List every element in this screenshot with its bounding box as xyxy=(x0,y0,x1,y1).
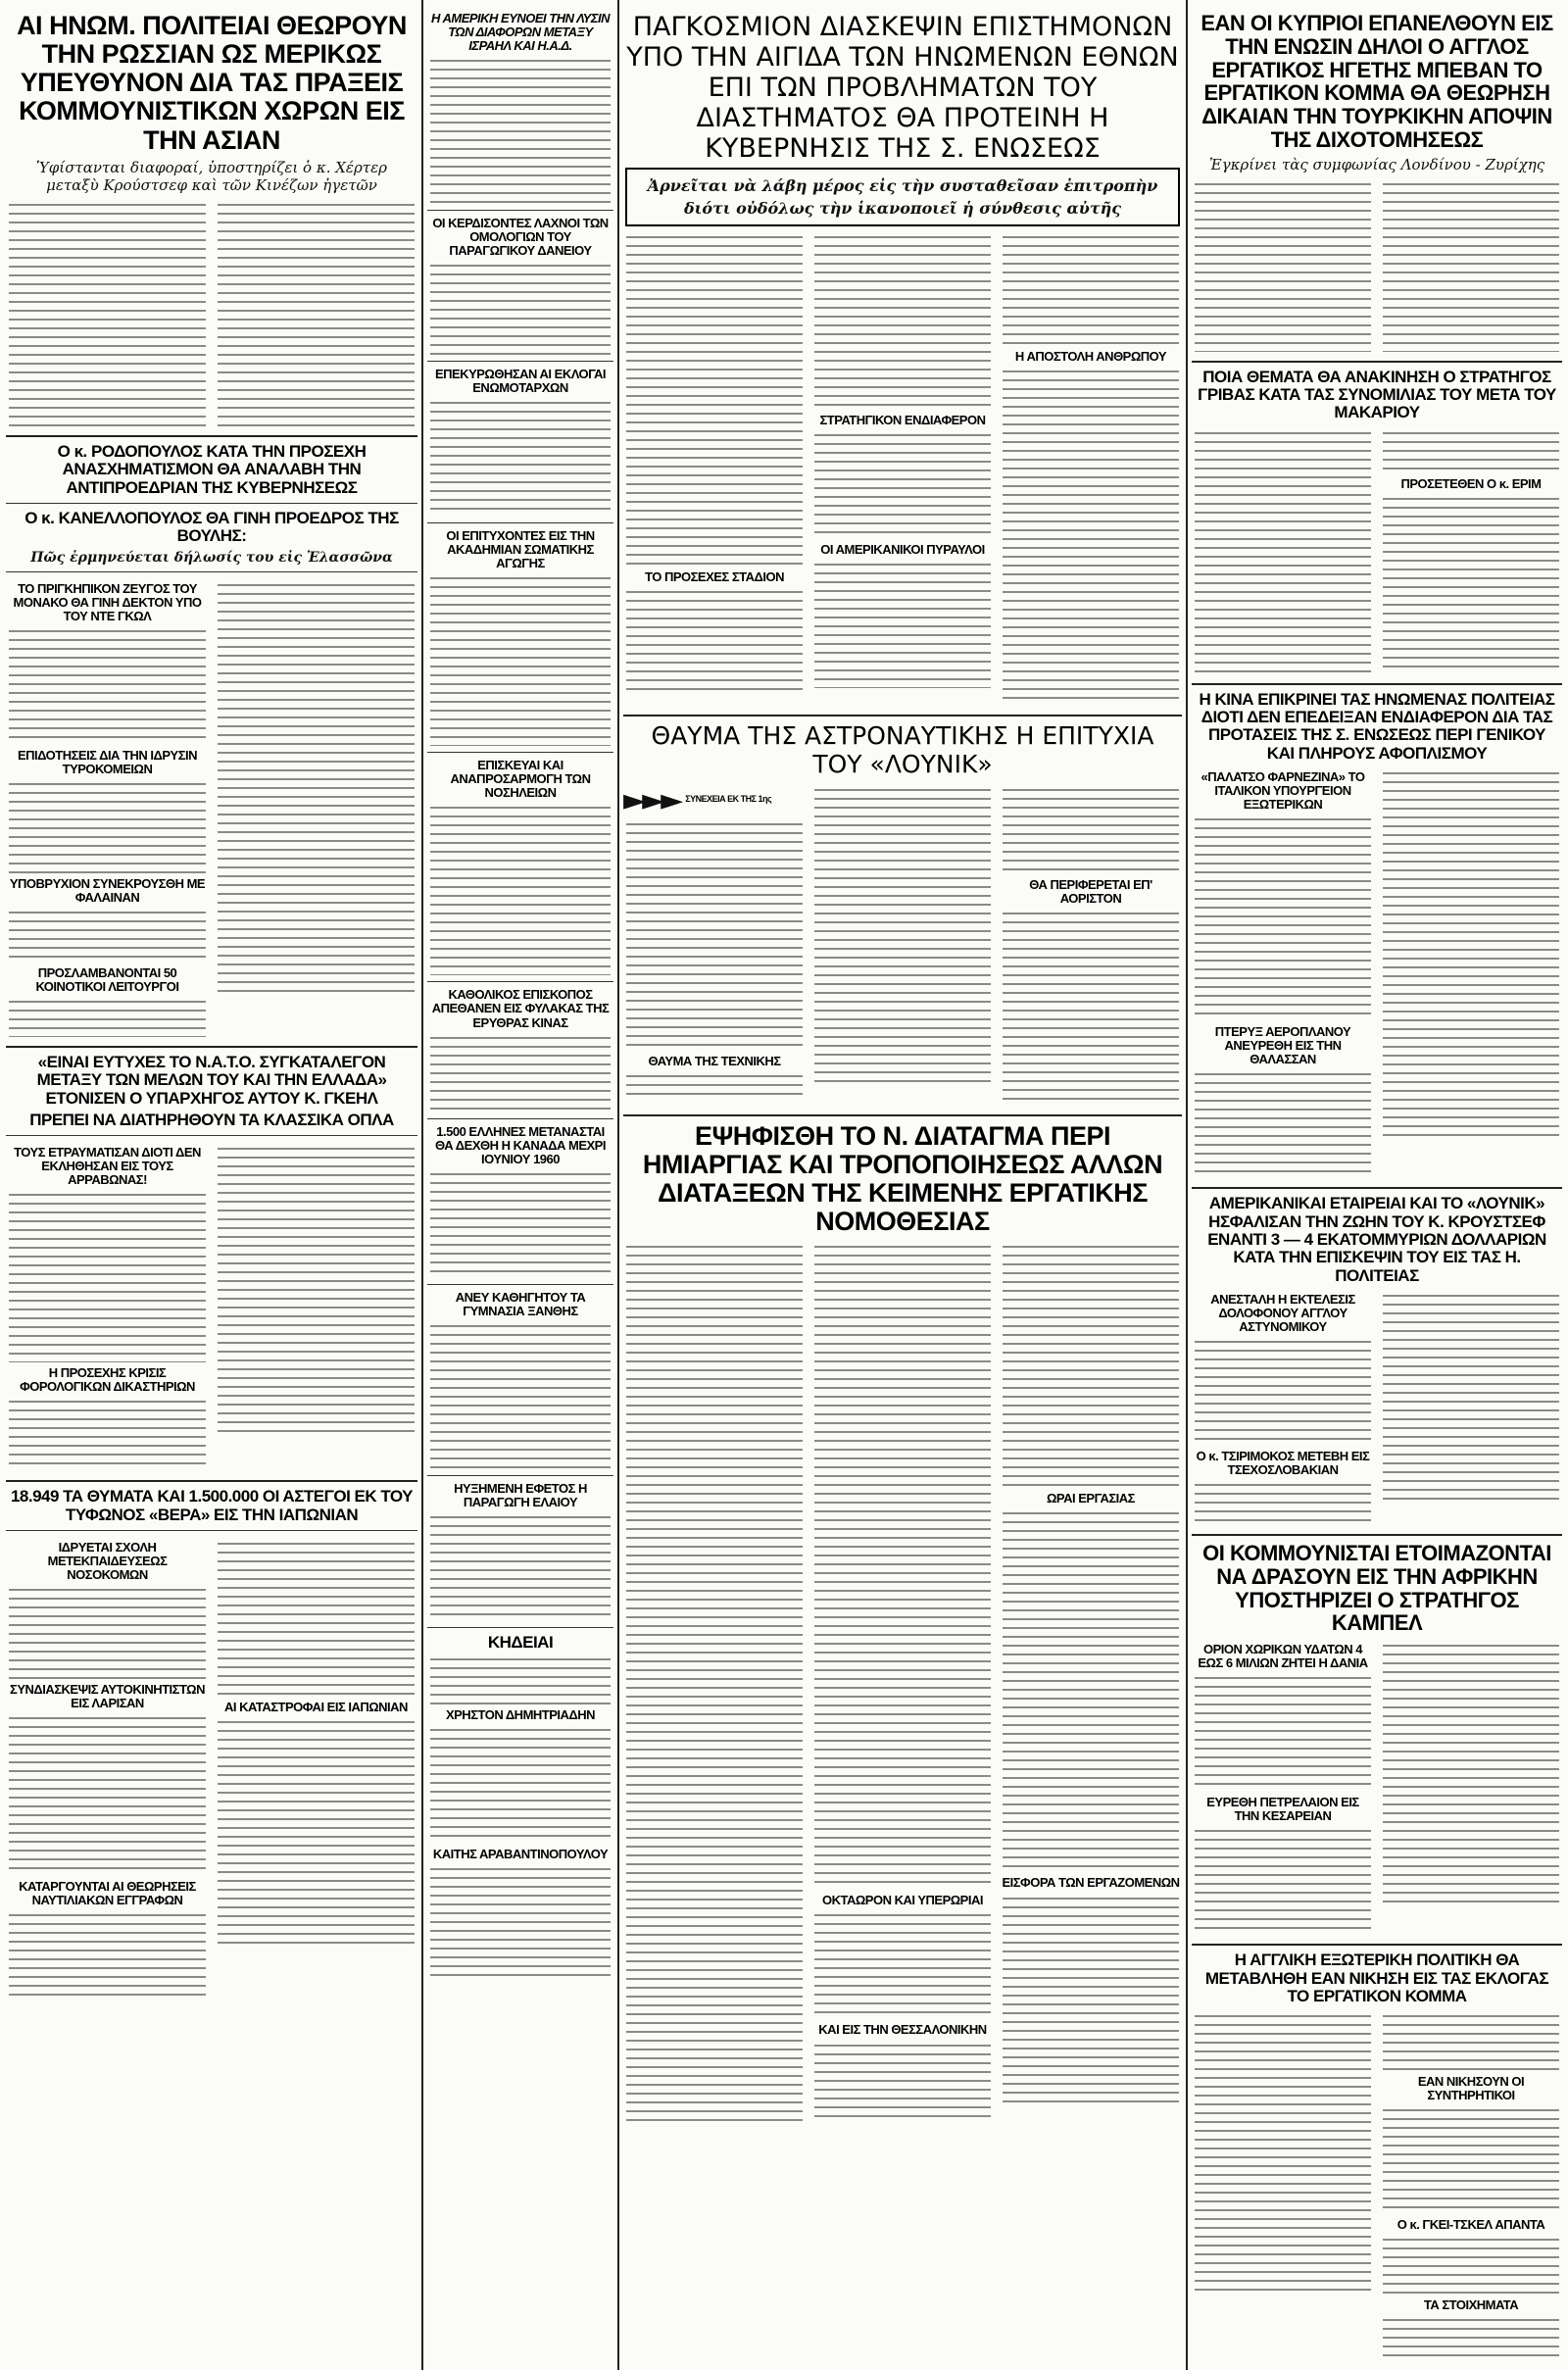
headline-bond-lottery: ΟΙ ΚΕΡΔΙΣΟΝΤΕΣ ΛΑΧΝΟΙ ΤΩΝ ΟΜΟΛΟΓΙΩΝ ΤΟΥ ΠΑΡΑΓΩΓΙΚΟΥ ΔΑΝΕΙΟΥ xyxy=(432,216,609,259)
headline-lunik-miracle: ΘΑΥΜΑ ΤΗΣ ΑΣΤΡΟΝΑΥΤΙΚΗΣ Η ΕΠΙΤΥΧΙΑ ΤΟΥ «ΛΟΥΝΙΚ» xyxy=(651,721,1154,779)
article-body xyxy=(430,1322,611,1469)
arrows-icon: ►►► xyxy=(623,782,680,817)
headline-caesarea-oil: ΕΥΡΕΘΗ ΠΕΤΡΕΛΑΙΟΝ ΕΙΣ ΤΗΝ ΚΕΣΑΡΕΙΑΝ xyxy=(1206,1795,1359,1824)
headline-xanthi-gymnasia: ΑΝΕΥ ΚΑΘΗΓΗΤΟΥ ΤΑ ΓΥΜΝΑΣΙΑ ΞΑΝΘΗΣ xyxy=(455,1289,586,1318)
article-body xyxy=(1195,815,1371,1021)
headline-plane-wing: ΠΤΕΡΥΞ ΑΕΡΟΠΛΑΝΟΥ ΑΝΕΥΡΕΘΗ ΕΙΣ ΤΗΝ ΘΑΛΑΣΣΑΝ xyxy=(1214,1024,1351,1067)
article-body xyxy=(1003,1243,1179,1488)
article-body xyxy=(9,1191,206,1362)
subheadline-refuses: Ἀρνεῖται νὰ λάβη μέρος εἰς τὴν συσταθεῖσαν ἐπιτροπὴν xyxy=(647,176,1158,196)
headline-catholic-bishop: ΚΑΘΟΛΙΚΟΣ ΕΠΙΣΚΟΠΟΣ ΑΠΕΘΑΝΕΝ ΕΙΣ ΦΥΛΑΚΑΣ ΤΗΣ ΕΡΥΘΡΑΣ ΚΙΝΑΣ xyxy=(431,987,610,1030)
column-2 xyxy=(427,8,613,2362)
article-body xyxy=(1383,769,1559,1142)
article-body xyxy=(218,201,415,426)
headline-olive-oil: ΗΥΞΗΜΕΝΗ ΕΦΕΤΟΣ Η ΠΑΡΑΓΩΓΗ ΕΛΑΙΟΥ xyxy=(454,1480,587,1509)
column-rule xyxy=(421,0,423,2370)
article-body xyxy=(1195,1827,1371,1935)
article-body xyxy=(1195,1481,1371,1525)
article-body xyxy=(430,1034,611,1112)
article-body xyxy=(626,820,803,1051)
headline-japan-disasters: ΑΙ ΚΑΤΑΣΤΡΟΦΑΙ ΕΙΣ ΙΑΠΩΝΙΑΝ xyxy=(224,1700,408,1715)
headline-engagement: ΤΟΥΣ ΕΤΡΑΥΜΑΤΙΣΑΝ ΔΙΟΤΙ ΔΕΝ ΕΚΛΗΘΗΣΑΝ ΕΙΣ ΤΟΥΣ ΑΡΡΑΒΩΝΑΣ! xyxy=(14,1145,201,1188)
headline-execution-stayed: ΑΝΕΣΤΑΛΗ Η ΕΚΤΕΛΕΣΙΣ ΔΟΛΟΦΟΝΟΥ ΑΓΓΛΟΥ ΑΣΤΥΝΟΜΙΚΟΥ xyxy=(1210,1292,1355,1335)
article-body xyxy=(1195,429,1371,674)
article-body xyxy=(218,581,415,993)
article-body xyxy=(1383,2316,1559,2362)
article-body xyxy=(218,1540,415,1697)
article-body xyxy=(1383,1642,1559,1906)
article-body xyxy=(9,1714,206,1876)
article-body xyxy=(430,1170,611,1278)
column-rule xyxy=(617,0,619,2370)
article-body xyxy=(430,1865,611,1983)
article-body xyxy=(9,1911,206,2000)
article-body xyxy=(430,1726,611,1844)
column-4 xyxy=(1192,8,1562,2362)
headline-grivas: ΠΟΙΑ ΘΕΜΑΤΑ ΘΑ ΑΝΑΚΙΝΗΣΗ Ο ΣΤΡΑΤΗΓΟΣ ΓΡΙΒΑΣ ΚΑΤΑ ΤΑΣ ΣΥΝΟΜΙΛΙΑΣ ΤΟΥ ΜΕΤΑ ΤΟΥ ΜΑΚΑΡΙΟΥ xyxy=(1198,367,1556,422)
headline-monaco: ΤΟ ΠΡΙΓΚΗΠΙΚΟΝ ΖΕΥΓΟΣ ΤΟΥ ΜΟΝΑΚΟ ΘΑ ΓΙΝΗ ΔΕΚΤΟΝ ΥΠΟ ΤΟΥ ΝΤΕ ΓΚΩΛ xyxy=(13,580,202,623)
article-body xyxy=(1383,2012,1559,2071)
headline-communists-africa: ΟΙ ΚΟΜΜΟΥΝΙΣΤΑΙ ΕΤΟΙΜΑΖΟΝΤΑΙ ΝΑ ΔΡΑΣΟΥΝ ΕΙΣ ΤΗΝ ΑΦΡΙΚΗΝ ΥΠΟΣΤΗΡΙΖΕΙ Ο ΣΤΡΑΤΗΓΟΣ ΚΑΜΠΕΛ xyxy=(1202,1541,1551,1636)
article-body xyxy=(9,627,206,745)
headline-tsirimokos: Ο κ. ΤΣΙΡΙΜΟΚΟΣ ΜΕΤΕΒΗ ΕΙΣ ΤΣΕΧΟΣΛΟΒΑΚΙΑΝ xyxy=(1196,1449,1370,1478)
article-body xyxy=(1003,233,1179,346)
headline-erim: ΠΡΟΣΕΤΕΘΕΝ Ο κ. ΕΡΙΜ xyxy=(1400,475,1542,491)
headline-submarine: ΥΠΟΒΡΥΧΙΟΝ ΣΥΝΕΚΡΟΥΣΘΗ ΜΕ ΦΑΛΑΙΝΑΝ xyxy=(9,875,206,905)
article-body xyxy=(1195,1070,1371,1178)
article-body xyxy=(218,1718,415,1944)
article-body xyxy=(814,786,991,1085)
article-body xyxy=(1383,2106,1559,2214)
headline-kanellopoulos: Ο κ. ΚΑΝΕΛΛΟΠΟΥΛΟΣ ΘΑ ΓΙΝΗ ΠΡΟΕΔΡΟΣ ΤΗΣ ΒΟΥΛΗΣ: xyxy=(24,508,399,546)
headline-indefinite-orbit: ΘΑ ΠΕΡΙΦΕΡΕΤΑΙ ΕΠ' ΑΟΡΙΣΤΟΝ xyxy=(1029,876,1152,906)
article-body xyxy=(9,201,206,426)
article-body xyxy=(9,998,206,1037)
article-body xyxy=(1383,495,1559,671)
headline-british-policy: Η ΑΓΓΛΙΚΗ ΕΞΩΤΕΡΙΚΗ ΠΟΛΙΤΙΚΗ ΘΑ ΜΕΤΑΒΛΗΘΗ ΕΑΝ ΝΙΚΗΣΗ ΕΙΣ ΤΑΣ ΕΚΛΟΓΑΣ ΤΟ ΕΡΓΑΤΙΚΟΝ ΚΟΜΜΑ xyxy=(1204,1950,1549,2005)
headline-cheese: ΕΠΙΔΟΤΗΣΕΙΣ ΔΙΑ ΤΗΝ ΙΔΡΥΣΙΝ ΤΥΡΟΚΟΜΕΙΩΝ xyxy=(17,747,197,776)
headline-drivers-conference: ΣΥΝΔΙΑΣΚΕΨΙΣ ΑΥΤΟΚΙΝΗΤΙΣΤΩΝ ΕΙΣ ΛΑΡΙΣΑΝ xyxy=(10,1682,205,1711)
article-body xyxy=(430,57,611,204)
article-body xyxy=(430,804,611,975)
headline-worker-contribution: ΕΙΣΦΟΡΑ ΤΩΝ ΕΡΓΑΖΟΜΕΝΩΝ xyxy=(1002,1875,1180,1891)
headline-conservatives-win: ΕΑΝ ΝΙΚΗΣΟΥΝ ΟΙ ΣΥΝΤΗΡΗΤΙΚΟΙ xyxy=(1417,2074,1525,2103)
column-3 xyxy=(623,8,1182,2362)
headline-denmark-waters: ΟΡΙΟΝ ΧΩΡΙΚΩΝ ΥΔΑΤΩΝ 4 ΕΩΣ 6 ΜΙΛΙΩΝ ΖΗΤΕΙ Η ΔΑΝΙΑ xyxy=(1198,1642,1368,1671)
article-body xyxy=(814,233,991,410)
article-body xyxy=(1195,2012,1371,2296)
article-body xyxy=(1383,2236,1559,2295)
article-body xyxy=(814,431,991,539)
headline-israel-uar: Η ΑΜΕΡΙΚΗ ΕΥΝΟΕΙ ΤΗΝ ΛΥΣΙΝ ΤΩΝ ΔΙΑΦΟΡΩΝ ΜΕΤΑΞΥ ΙΣΡΑΗΛ ΚΑΙ Η.Α.Δ. xyxy=(430,11,611,54)
headline-funerals: ΚΗΔΕΙΑΙ xyxy=(487,1632,554,1652)
article-body xyxy=(1195,1674,1371,1792)
headline-man-mission: Η ΑΠΟΣΤΟΛΗ ΑΝΘΡΩΠΟΥ xyxy=(1014,349,1167,365)
headline-shipping-docs: ΚΑΤΑΡΓΟΥΝΤΑΙ ΑΙ ΘΕΩΡΗΣΕΙΣ ΝΑΥΤΙΛΙΑΚΩΝ ΕΓΓΡΑΦΩΝ xyxy=(19,1879,196,1908)
headline-nursing-school: ΙΔΡΥΕΤΑΙ ΣΧΟΛΗ ΜΕΤΕΚΠΑΙΔΕΥΣΕΩΣ ΝΟΣΟΚΟΜΩΝ xyxy=(47,1540,168,1583)
headline-gendarme-elections: ΕΠΕΚΥΡΩΘΗΣΑΝ ΑΙ ΕΚΛΟΓΑΙ ΕΝΩΜΟΤΑΡΧΩΝ xyxy=(434,367,607,396)
article-body xyxy=(626,1072,803,1102)
article-body xyxy=(1003,1509,1179,1872)
headline-strategic-interest: ΣΤΡΑΤΗΓΙΚΟΝ ΕΝΔΙΑΦΕΡΟΝ xyxy=(819,413,986,428)
article-body xyxy=(626,588,803,696)
article-body xyxy=(814,561,991,688)
headline-nato: «ΕΙΝΑΙ ΕΥΤΥΧΕΣ ΤΟ Ν.Α.Τ.Ο. ΣΥΓΚΑΤΑΛΕΓΟΝ ΜΕΤΑΞΥ ΤΩΝ ΜΕΛΩΝ ΤΟΥ ΚΑΙ ΤΗΝ ΕΛΛΑΔΑ» ΕΤΟΝΙΣΕΝ Ο ΥΠΑΡΧΗΓΟΣ ΑΥΤΟΥ Κ. ΓΚΕΗΛ xyxy=(36,1052,387,1108)
headline-typhoon-vera: 18.949 ΤΑ ΘΥΜΑΤΑ ΚΑΙ 1.500.000 ΟΙ ΑΣΤΕΓΟΙ ΕΚ ΤΟΥ ΤΥΦΩΝΟΣ «ΒΕΡΑ» ΕΙΣ ΤΗΝ ΙΑΠΩΝΙΑΝ xyxy=(10,1487,414,1524)
headline-china-disarmament: Η ΚΙΝΑ ΕΠΙΚΡΙΝΕΙ ΤΑΣ ΗΝΩΜΕΝΑΣ ΠΟΛΙΤΕΙΑΣ ΔΙΟΤΙ ΔΕΝ ΕΠΕΔΕΙΞΑΝ ΕΝΔΙΑΦΕΡΟΝ ΔΙΑ ΤΑΣ ΠΡΟΤΑΣΕΙΣ ΤΗΣ Σ. ΕΝΩΣΕΩΣ ΠΕΡΙ ΓΕΝΙΚΟΥ ΚΑΙ ΠΛΗΡΟΥΣ ΑΦΟΠΛΙΣΜΟΥ xyxy=(1199,689,1555,763)
article-body xyxy=(1195,180,1371,352)
headline-labor-decree: ΕΨΗΦΙΣΘΗ ΤΟ Ν. ΔΙΑΤΑΓΜΑ ΠΕΡΙ ΗΜΙΑΡΓΙΑΣ ΚΑΙ ΤΡΟΠΟΠΟΙΗΣΕΩΣ ΑΛΛΩΝ ΔΙΑΤΑΞΕΩΝ ΤΗΣ ΚΕΙΜΕΝΗΣ ΕΡΓΑΤΙΚΗΣ ΝΟΜΟΘΕΣΙΑΣ xyxy=(642,1120,1163,1237)
continuation-label: ΣΥΝΕΧΕΙΑ ΕΚ ΤΗΣ 1ης xyxy=(685,794,772,805)
headline-tax-courts: Η ΠΡΟΣΕΧΗΣ ΚΡΙΣΙΣ ΦΟΡΟΛΟΓΙΚΩΝ ΔΙΚΑΣΤΗΡΙΩΝ xyxy=(20,1365,195,1395)
article-body xyxy=(1003,786,1179,874)
article-body xyxy=(430,262,611,355)
headline-canada-immigrants: 1.500 ΕΛΛΗΝΕΣ ΜΕΤΑΝΑΣΤΑΙ ΘΑ ΔΕΧΘΗ Η ΚΑΝΑΔΑ ΜΕΧΡΙ ΙΟΥΝΙΟΥ 1960 xyxy=(435,1123,606,1166)
column-1 xyxy=(6,8,417,2362)
headline-thessaloniki: ΚΑΙ ΕΙΣ ΤΗΝ ΘΕΣΣΑΛΟΝΙΚΗΝ xyxy=(818,2022,987,2038)
article-body xyxy=(626,1243,803,2125)
headline-khrushchev-insurance: ΑΜΕΡΙΚΑΝΙΚΑΙ ΕΤΑΙΡΕΙΑΙ ΚΑΙ ΤΟ «ΛΟΥΝΙΚ» ΗΣΦΑΛΙΣΑΝ ΤΗΝ ΖΩΗΝ ΤΟΥ Κ. ΚΡΟΥΣΤΣΕΦ ΕΝΑΝΤΙ 3 — 4 ΕΚΑΤΟΜΜΥΡΙΩΝ ΔΟΛΛΑΡΙΩΝ ΚΑΤΑ ΤΗΝ ΕΠΙΣΚΕΨΙΝ ΤΟΥ ΕΙΣ ΤΑΣ Η. ΠΟΛΙΤΕΙΑΣ xyxy=(1207,1194,1546,1285)
headline-classic-weapons: ΠΡΕΠΕΙ ΝΑ ΔΙΑΤΗΡΗΘΟΥΝ ΤΑ ΚΛΑΣΣΙΚΑ ΟΠΛΑ xyxy=(29,1110,394,1129)
article-body xyxy=(430,1655,611,1704)
headline-palazzo-farnesina: «ΠΑΛΑΤΣΟ ΦΑΡΝΕΖΙΝΑ» ΤΟ ΙΤΑΛΙΚΟΝ ΥΠΟΥΡΓΕΙΟΝ ΕΞΩΤΕΡΙΚΩΝ xyxy=(1200,769,1365,813)
subheadline-london-zurich: Ἐγκρίνει τὰς συμφωνίας Λονδίνου - Ζυρίχης xyxy=(1208,155,1545,173)
article-body xyxy=(1195,1338,1371,1446)
column-rule xyxy=(1186,0,1188,2370)
article-body xyxy=(1383,429,1559,473)
article-body xyxy=(430,399,611,517)
article-body xyxy=(430,574,611,746)
headline-american-rockets: ΟΙ ΑΜΕΡΙΚΑΝΙΚΟΙ ΠΥΡΑΥΛΟΙ xyxy=(820,542,985,558)
headline-gaitskell: Ο κ. ΓΚΕΙ-ΤΣΚΕΛ ΑΠΑΝΤΑ xyxy=(1396,2217,1545,2233)
subheadline-composition: διότι οὐδόλως τὴν ἱκανοποιεῖ ἡ σύνθεσις αὐτῆς xyxy=(683,199,1122,219)
article-body xyxy=(626,233,803,567)
article-body xyxy=(9,909,206,963)
article-body xyxy=(1003,368,1179,706)
article-body xyxy=(1003,1895,1179,2105)
headline-hospital-fees: ΕΠΙΣΚΕΥΑΙ ΚΑΙ ΑΝΑΠΡΟΣΑΡΜΟΓΗ ΤΩΝ ΝΟΣΗΛΕΙΩΝ xyxy=(450,758,591,801)
article-body xyxy=(430,1513,611,1621)
article-body xyxy=(814,1911,991,2019)
headline-space-conference: ΠΑΓΚΟΣΜΙΟΝ ΔΙΑΣΚΕΨΙΝ ΕΠΙΣΤΗΜΟΝΩΝ ΥΠΟ ΤΗΝ ΑΙΓΙΔΑ ΤΩΝ ΗΝΩΜΕΝΩΝ ΕΘΝΩΝ ΕΠΙ ΤΩΝ ΠΡΟΒΛΗΜΑΤΩΝ ΤΟΥ ΔΙΑΣΤΗΜΑΤΟΣ ΘΑ ΠΡΟΤΕΙΝΗ Η ΚΥΒΕΡΝΗΣΙΣ ΤΗΣ Σ. ΕΝΩΣΕΩΣ xyxy=(626,12,1179,165)
headline-overtime: ΟΚΤΑΩΡΟΝ ΚΑΙ ΥΠΕΡΩΡΙΑΙ xyxy=(822,1893,983,1908)
article-body xyxy=(814,2042,991,2120)
article-body xyxy=(814,1243,991,1890)
headline-phys-ed-academy: ΟΙ ΕΠΙΤΥΧΟΝΤΕΣ ΕΙΣ ΤΗΝ ΑΚΑΔΗΜΙΑΝ ΣΩΜΑΤΙΚΗΣ ΑΓΩΓΗΣ xyxy=(446,528,595,571)
funeral-name: ΧΡΗΣΤΟΝ ΔΗΜΗΤΡΙΑΔΗΝ xyxy=(445,1707,596,1723)
headline-bets: ΤΑ ΣΤΟΙΧΗΜΑΤΑ xyxy=(1423,2297,1519,2313)
headline-russia-asia: ΑΙ ΗΝΩΜ. ΠΟΛΙΤΕΙΑΙ ΘΕΩΡΟΥΝ ΤΗΝ ΡΩΣΣΙΑΝ ΩΣ ΜΕΡΙΚΩΣ ΥΠΕΥΘΥΝΟΝ ΔΙΑ ΤΑΣ ΠΡΑΞΕΙΣ ΚΟΜΜΟΥΝΙΣΤΙΚΩΝ ΧΩΡΩΝ ΕΙΣ ΤΗΝ ΑΣΙΑΝ xyxy=(17,11,407,155)
funeral-name: ΚΑΙΤΗΣ ΑΡΑΒΑΝΤΙΝΟΠΟΥΛΟΥ xyxy=(432,1847,609,1862)
headline-tech-miracle: ΘΑΥΜΑ ΤΗΣ ΤΕΧΝΙΚΗΣ xyxy=(648,1053,781,1068)
headline-bevan-cyprus: ΕΑΝ ΟΙ ΚΥΠΡΙΟΙ ΕΠΑΝΕΛΘΟΥΝ ΕΙΣ ΤΗΝ ΕΝΩΣΙΝ ΔΗΛΟΙ Ο ΑΓΓΛΟΣ ΕΡΓΑΤΙΚΟΣ ΗΓΕΤΗΣ ΜΠΕΒΑΝ ΤΟ ΕΡΓΑΤΙΚΟΝ ΚΟΜΜΑ ΘΑ ΘΕΩΡΗΣΗ ΔΙΚΑΙΑΝ ΤΗΝ ΤΟΥΡΚΙΚΗΝ ΑΠΟΨΙΝ ΤΗΣ ΔΙΧΟΤΟΜΗΣΕΩΣ xyxy=(1200,11,1553,152)
article-body xyxy=(9,1398,206,1471)
headline-next-stage: ΤΟ ΠΡΟΣΕΧΕΣ ΣΤΑΔΙΟΝ xyxy=(645,569,784,585)
subheadline-elassona: Πῶς ἑρμηνεύεται δήλωσίς του εἰς Ἐλασσῶνα xyxy=(30,549,393,566)
article-body xyxy=(1383,180,1559,352)
headline-working-hours: ΩΡΑΙ ΕΡΓΑΣΙΑΣ xyxy=(1047,1491,1135,1506)
article-body xyxy=(9,780,206,873)
article-body xyxy=(218,1145,415,1439)
subheadline-herter: Ὑφίστανται διαφοραί, ὑποστηρίζει ὁ κ. Χέρτερ μεταξὺ Κρούστσεφ καὶ τῶν Κινέζων ἡγετῶν xyxy=(36,158,387,194)
headline-officials: ΠΡΟΣΛΑΜΒΑΝΟΝΤΑΙ 50 ΚΟΙΝΟΤΙΚΟΙ ΛΕΙΤΟΥΡΓΟΙ xyxy=(35,964,179,994)
article-body xyxy=(9,1586,206,1679)
article-body xyxy=(1383,1292,1559,1503)
headline-rodopoulos: Ο κ. ΡΟΔΟΠΟΥΛΟΣ ΚΑΤΑ ΤΗΝ ΠΡΟΣΕΧΗ ΑΝΑΣΧΗΜΑΤΙΣΜΟΝ ΘΑ ΑΝΑΛΑΒΗ ΤΗΝ ΑΝΤΙΠΡΟΕΔΡΙΑΝ ΤΗΣ ΚΥΒΕΡΝΗΣΕΩΣ xyxy=(57,441,367,497)
article-body xyxy=(1003,910,1179,1106)
